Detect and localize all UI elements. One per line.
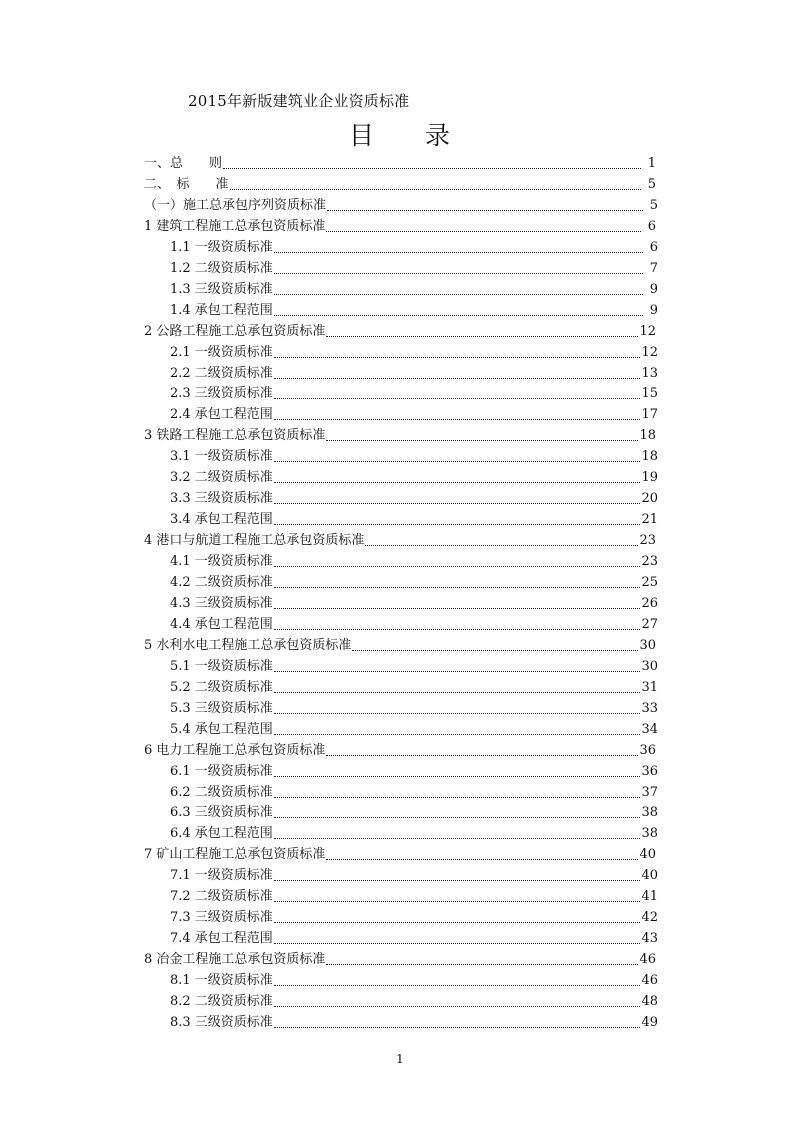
toc-leader-dots <box>274 596 641 612</box>
toc-entry-label: 4.2 二级资质标准 <box>170 575 273 590</box>
toc-leader-dots <box>326 847 638 863</box>
toc-entry-page-number: 5 <box>647 176 656 192</box>
toc-leader-dots <box>274 1015 641 1031</box>
toc-leader-dots <box>274 805 641 821</box>
toc-entry[interactable] <box>170 905 658 926</box>
toc-entry-page-number: 37 <box>641 784 658 800</box>
toc-entry-label: 2.2 二级资质标准 <box>170 365 273 381</box>
toc-entry-label: 8.1 一级资质标准 <box>170 973 273 989</box>
toc-entry-label: 1.3 三级资质标准 <box>170 281 273 297</box>
toc-entry-label: 3 铁路工程施工总承包资质标准 <box>144 428 326 444</box>
toc-entry[interactable] <box>170 759 658 780</box>
toc-entry-page-number: 7 <box>649 260 658 276</box>
toc-entry[interactable] <box>170 1010 658 1031</box>
toc-entry[interactable] <box>144 738 656 759</box>
toc-entry[interactable] <box>170 821 658 842</box>
toc-entry-page-number: 12 <box>641 344 658 360</box>
toc-leader-dots <box>274 764 641 780</box>
toc-entry-label: 二、 标 准 <box>144 176 229 192</box>
toc-entry[interactable] <box>144 193 658 214</box>
toc-entry[interactable] <box>170 654 658 675</box>
toc-entry-label: 8.3 三级资质标准 <box>170 1014 273 1030</box>
toc-entry[interactable] <box>170 591 658 612</box>
toc-entry-label: 1.2 二级资质标准 <box>170 260 273 276</box>
toc-entry-page-number: 9 <box>649 302 658 318</box>
toc-leader-dots <box>274 722 641 738</box>
toc-leader-dots <box>326 428 638 444</box>
toc-entry[interactable] <box>170 612 658 633</box>
toc-entry-page-number: 17 <box>641 407 658 423</box>
toc-leader-dots <box>274 240 643 256</box>
toc-entry[interactable] <box>170 675 658 696</box>
toc-entry[interactable] <box>144 633 656 654</box>
toc-entry-label: 2.3 三级资质标准 <box>170 386 273 402</box>
toc-entry[interactable] <box>170 402 658 423</box>
toc-entry-label: 1.1 一级资质标准 <box>170 239 273 255</box>
toc-entry-label: 5 水利水电工程施工总承包资质标准 <box>144 637 352 653</box>
toc-heading <box>0 116 800 152</box>
toc-entry-label: 8.2 二级资质标准 <box>170 994 273 1009</box>
toc-entry-label: 2.1 一级资质标准 <box>170 344 273 360</box>
toc-entry-label: 6.4 承包工程范围 <box>170 826 273 842</box>
toc-entry-page-number: 18 <box>641 449 658 465</box>
toc-entry-label: 6 电力工程施工总承包资质标准 <box>144 742 326 758</box>
toc-entry-page-number: 36 <box>639 742 656 758</box>
toc-entry-page-number: 18 <box>639 428 656 444</box>
toc-entry-label: 7.4 承包工程范围 <box>170 931 273 947</box>
toc-leader-dots <box>274 554 641 570</box>
toc-entry-label: 5.4 承包工程范围 <box>170 721 273 737</box>
toc-leader-dots <box>274 701 641 717</box>
toc-entry-page-number: 21 <box>641 512 658 528</box>
toc-entry[interactable] <box>170 381 658 402</box>
toc-leader-dots <box>327 198 643 214</box>
toc-entry[interactable] <box>170 361 658 382</box>
toc-entry[interactable] <box>170 780 658 801</box>
toc-entry-label: 2 公路工程施工总承包资质标准 <box>144 323 326 339</box>
toc-entry[interactable] <box>170 507 658 528</box>
toc-entry-label: 5.2 二级资质标准 <box>170 679 273 695</box>
toc-entry-page-number: 38 <box>641 826 658 842</box>
toc-entry[interactable] <box>170 989 658 1010</box>
toc-entry[interactable] <box>170 717 658 738</box>
toc-leader-dots <box>274 826 641 842</box>
toc-entry-page-number: 46 <box>639 952 656 968</box>
toc-entry-page-number: 43 <box>641 931 658 947</box>
toc-leader-dots <box>274 282 643 298</box>
toc-leader-dots <box>274 994 641 1010</box>
toc-entry-label: 6.3 三级资质标准 <box>170 805 273 821</box>
toc-entry[interactable] <box>144 423 656 444</box>
toc-entry-label: 3.4 承包工程范围 <box>170 512 273 528</box>
toc-entry-page-number: 13 <box>641 365 658 381</box>
toc-entry-label: 8 冶金工程施工总承包资质标准 <box>144 952 326 968</box>
toc-entry-label: 3.2 二级资质标准 <box>170 470 273 486</box>
toc-entry-label: 7.3 三级资质标准 <box>170 910 273 926</box>
toc-entry-page-number: 40 <box>641 868 658 884</box>
toc-entry-page-number: 20 <box>641 491 658 507</box>
toc-entry-page-number: 34 <box>641 721 658 737</box>
toc-entry[interactable] <box>170 968 658 989</box>
toc-entry-page-number: 12 <box>639 323 656 339</box>
toc-leader-dots <box>274 449 641 465</box>
toc-leader-dots <box>223 156 641 172</box>
toc-leader-dots <box>274 973 641 989</box>
toc-entry-page-number: 6 <box>649 239 658 255</box>
toc-heading-char-1: 目 <box>348 121 375 150</box>
toc-entry[interactable] <box>170 884 658 905</box>
toc-entry-page-number: 19 <box>641 470 658 486</box>
toc-entry[interactable] <box>170 549 658 570</box>
toc-entry[interactable] <box>170 926 658 947</box>
toc-entry[interactable] <box>170 256 658 277</box>
toc-entry[interactable] <box>170 444 658 465</box>
toc-entry[interactable] <box>170 863 658 884</box>
toc-leader-dots <box>274 931 641 947</box>
toc-entry-label: （一）施工总承包序列资质标准 <box>144 197 327 213</box>
toc-entry-page-number: 38 <box>641 805 658 821</box>
toc-entry-label: 7.2 二级资质标准 <box>170 889 273 905</box>
toc-leader-dots <box>274 889 641 905</box>
toc-leader-dots <box>274 785 641 801</box>
toc-leader-dots <box>274 470 641 486</box>
toc-entry-label: 4.3 三级资质标准 <box>170 595 273 611</box>
toc-entry[interactable] <box>144 528 656 549</box>
toc-entry-page-number: 23 <box>639 533 656 549</box>
toc-entry-label: 4 港口与航道工程施工总承包资质标准 <box>144 533 365 549</box>
toc-entry[interactable] <box>170 800 658 821</box>
toc-heading-char-2: 录 <box>425 121 452 150</box>
toc-leader-dots <box>274 680 641 696</box>
toc-entry-page-number: 42 <box>641 910 658 926</box>
toc-leader-dots <box>274 910 641 926</box>
toc-entry[interactable] <box>144 319 656 340</box>
toc-entry-page-number: 33 <box>641 700 658 716</box>
toc-entry-page-number: 30 <box>641 658 658 674</box>
toc-leader-dots <box>326 952 638 968</box>
toc-leader-dots <box>352 638 638 654</box>
toc-entry[interactable] <box>144 172 656 193</box>
toc-entry-label: 一、总 则 <box>144 156 223 171</box>
toc-entry-page-number: 30 <box>639 637 656 653</box>
toc-entry-label: 7 矿山工程施工总承包资质标准 <box>144 847 326 863</box>
toc-entry[interactable] <box>170 696 658 717</box>
toc-entry-page-number: 27 <box>641 616 658 632</box>
toc-entry-label: 5.1 一级资质标准 <box>170 658 273 674</box>
toc-entry[interactable] <box>170 277 658 298</box>
toc-entry-page-number: 46 <box>641 973 658 989</box>
toc-leader-dots <box>274 261 643 277</box>
toc-entry-label: 1.4 承包工程范围 <box>170 302 273 318</box>
toc-entry-label: 4.1 一级资质标准 <box>170 554 273 570</box>
toc-entry-label: 4.4 承包工程范围 <box>170 616 273 632</box>
toc-entry-page-number: 25 <box>641 575 658 590</box>
toc-entry-page-number: 48 <box>641 994 658 1009</box>
toc-leader-dots <box>274 868 641 884</box>
page-number: 1 <box>396 1052 404 1066</box>
toc-entry-label: 5.3 三级资质标准 <box>170 700 273 716</box>
toc-entry-page-number: 1 <box>647 156 656 171</box>
toc-leader-dots <box>274 659 641 675</box>
toc-entry[interactable] <box>170 486 658 507</box>
toc-entry-page-number: 5 <box>649 197 658 213</box>
toc-entry[interactable] <box>170 570 658 591</box>
toc-leader-dots <box>326 324 638 340</box>
toc-entry-label: 3.3 三级资质标准 <box>170 491 273 507</box>
toc-entry-label: 3.1 一级资质标准 <box>170 449 273 465</box>
toc-leader-dots <box>230 177 641 193</box>
toc-entry-page-number: 36 <box>641 763 658 779</box>
toc-entry-page-number: 31 <box>641 679 658 695</box>
toc-leader-dots <box>274 575 641 591</box>
toc-entry-page-number: 23 <box>641 554 658 570</box>
toc-entry[interactable] <box>144 947 656 968</box>
toc-entry-page-number: 41 <box>641 889 658 905</box>
toc-leader-dots <box>274 407 641 423</box>
document-title: 2015年新版建筑业企业资质标准 <box>188 92 410 110</box>
toc-entry-label: 1 建筑工程施工总承包资质标准 <box>144 218 326 234</box>
toc-entry[interactable] <box>170 298 658 319</box>
toc-entry-label: 7.1 一级资质标准 <box>170 868 273 884</box>
toc-entry-page-number: 6 <box>647 218 656 234</box>
toc-entry-label: 2.4 承包工程范围 <box>170 407 273 423</box>
toc-leader-dots <box>274 303 643 319</box>
toc-entry-page-number: 26 <box>641 595 658 611</box>
toc-entry-page-number: 9 <box>649 281 658 297</box>
toc-leader-dots <box>274 386 641 402</box>
toc-leader-dots <box>274 617 641 633</box>
toc-entry-page-number: 15 <box>641 386 658 402</box>
toc-entry[interactable] <box>170 235 658 256</box>
toc-leader-dots <box>274 345 641 361</box>
toc-entry[interactable] <box>144 151 656 172</box>
toc-leader-dots <box>274 366 641 382</box>
toc-leader-dots <box>326 743 638 759</box>
toc-leader-dots <box>365 533 638 549</box>
toc-entry[interactable] <box>144 842 656 863</box>
toc-entry-page-number: 40 <box>639 847 656 863</box>
toc-entry[interactable] <box>170 465 658 486</box>
toc-leader-dots <box>274 491 641 507</box>
toc-entry[interactable] <box>170 340 658 361</box>
toc-entry[interactable] <box>144 214 656 235</box>
toc-leader-dots <box>274 512 641 528</box>
toc-entry-label: 6.1 一级资质标准 <box>170 763 273 779</box>
toc-leader-dots <box>326 219 641 235</box>
toc-entry-label: 6.2 二级资质标准 <box>170 784 273 800</box>
toc-entry-page-number: 49 <box>641 1014 658 1030</box>
